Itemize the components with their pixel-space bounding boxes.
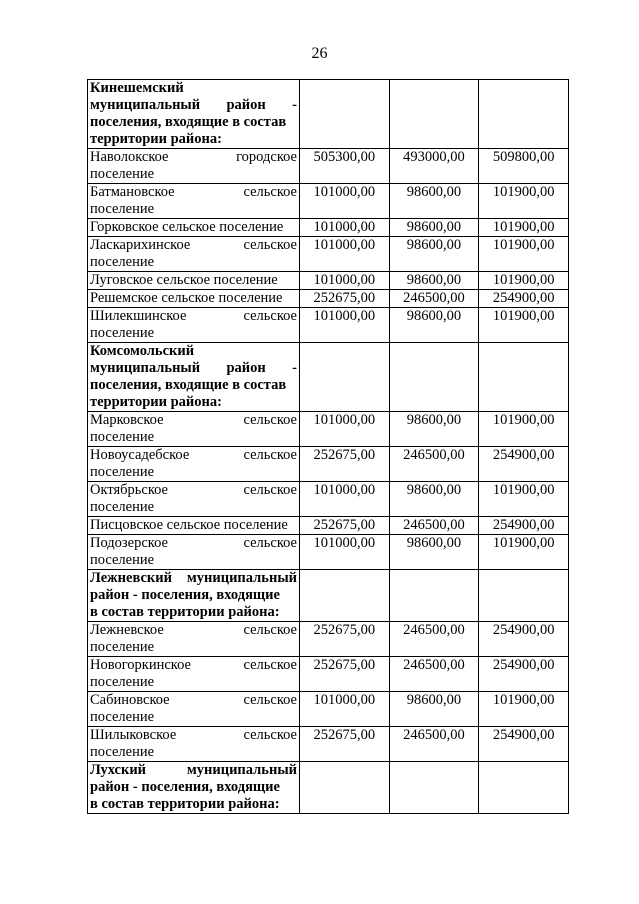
line — [90, 308, 297, 325]
line: поселение — [90, 254, 155, 270]
value-col-2 — [389, 80, 479, 149]
value-col-1 — [300, 570, 390, 622]
word: сельское — [243, 184, 297, 200]
page-number: 26 — [311, 45, 328, 62]
line: поселение — [90, 499, 155, 515]
settlement-row — [88, 482, 569, 517]
value-col-3 — [479, 80, 569, 149]
value-col-1 — [300, 762, 390, 814]
settlement-name: Писцовское сельское поселение — [88, 517, 300, 535]
value-col-3: 254900,00 — [479, 657, 569, 692]
value-col-2: 98600,00 — [389, 237, 479, 272]
value-col-3: 509800,00 — [479, 149, 569, 184]
value-col-3 — [479, 762, 569, 814]
value-col-2: 98600,00 — [389, 692, 479, 727]
line — [90, 535, 297, 552]
line: территории района: — [90, 131, 222, 147]
line: Кинешемский — [90, 80, 184, 96]
settlement-row — [88, 237, 569, 272]
value-col-3: 101900,00 — [479, 184, 569, 219]
word: муниципальный — [186, 762, 297, 778]
value-col-3: 254900,00 — [479, 447, 569, 482]
line — [90, 570, 297, 587]
value-col-1: 101000,00 — [300, 308, 390, 343]
value-col-1 — [300, 80, 390, 149]
settlement-row — [88, 412, 569, 447]
word: Октябрьское — [90, 482, 168, 498]
value-col-1: 252675,00 — [300, 517, 390, 535]
value-col-2: 246500,00 — [389, 727, 479, 762]
settlement-name — [88, 692, 300, 727]
line — [90, 149, 297, 166]
word: Новогоркинское — [90, 657, 191, 673]
line: поселение — [90, 674, 155, 690]
word: сельское — [243, 447, 297, 463]
line — [90, 482, 297, 499]
value-col-2: 246500,00 — [389, 447, 479, 482]
value-col-3: 254900,00 — [479, 727, 569, 762]
value-col-1: 101000,00 — [300, 535, 390, 570]
value-col-1: 252675,00 — [300, 622, 390, 657]
settlement-row — [88, 657, 569, 692]
value-col-1: 101000,00 — [300, 482, 390, 517]
value-col-1: 101000,00 — [300, 272, 390, 290]
settlement-name — [88, 412, 300, 447]
word: муниципальный — [90, 97, 201, 113]
settlement-name — [88, 237, 300, 272]
line: поселение — [90, 166, 155, 182]
word: Лежневский — [90, 570, 172, 586]
settlement-row — [88, 727, 569, 762]
line: поселение — [90, 552, 155, 568]
value-col-1: 101000,00 — [300, 184, 390, 219]
word: Наволокское — [90, 149, 169, 165]
settlement-row — [88, 535, 569, 570]
line — [90, 762, 297, 779]
value-col-1: 505300,00 — [300, 149, 390, 184]
word: сельское — [243, 727, 297, 743]
line: поселение — [90, 325, 155, 341]
value-col-2: 98600,00 — [389, 219, 479, 237]
word: сельское — [243, 692, 297, 708]
value-col-1: 101000,00 — [300, 219, 390, 237]
value-col-3: 101900,00 — [479, 412, 569, 447]
line: поселения, входящие в состав — [90, 377, 287, 393]
value-col-3: 101900,00 — [479, 237, 569, 272]
value-col-2: 98600,00 — [389, 184, 479, 219]
value-col-1: 252675,00 — [300, 447, 390, 482]
word: сельское — [243, 657, 297, 673]
settlement-name — [88, 622, 300, 657]
word: сельское — [243, 237, 297, 253]
value-col-3: 254900,00 — [479, 517, 569, 535]
district-row — [88, 570, 569, 622]
settlement-row — [88, 149, 569, 184]
line: территории района: — [90, 394, 222, 410]
word: Лежневское — [90, 622, 164, 638]
value-col-3: 101900,00 — [479, 692, 569, 727]
word: Новоусадебское — [90, 447, 190, 463]
word: сельское — [243, 482, 297, 498]
line — [90, 447, 297, 464]
line — [90, 657, 297, 674]
settlement-row — [88, 219, 569, 237]
line — [90, 97, 297, 114]
line: поселение — [90, 709, 155, 725]
value-col-1: 101000,00 — [300, 412, 390, 447]
settlement-name: Горковское сельское поселение — [88, 219, 300, 237]
value-col-3: 101900,00 — [479, 219, 569, 237]
word: район — [226, 360, 266, 376]
word: Сабиновское — [90, 692, 170, 708]
word: Батмановское — [90, 184, 175, 200]
line: район - поселения, входящие — [90, 779, 280, 795]
value-col-2: 246500,00 — [389, 517, 479, 535]
settlement-row — [88, 184, 569, 219]
line — [90, 727, 297, 744]
settlement-name: Луговское сельское поселение — [88, 272, 300, 290]
word: Марковское — [90, 412, 164, 428]
line — [90, 184, 297, 201]
word: муниципальный — [186, 570, 297, 586]
value-col-3 — [479, 343, 569, 412]
settlement-name — [88, 184, 300, 219]
value-col-2: 98600,00 — [389, 308, 479, 343]
value-col-3: 254900,00 — [479, 290, 569, 308]
value-col-1 — [300, 343, 390, 412]
line — [90, 622, 297, 639]
value-col-3 — [479, 570, 569, 622]
settlement-name: Решемское сельское поселение — [88, 290, 300, 308]
value-col-1: 101000,00 — [300, 692, 390, 727]
word: Подозерское — [90, 535, 168, 551]
value-col-3: 101900,00 — [479, 535, 569, 570]
settlement-name — [88, 447, 300, 482]
word: Лухский — [90, 762, 147, 778]
budget-table — [87, 79, 569, 814]
word: Ласкарихинское — [90, 237, 191, 253]
settlement-row — [88, 308, 569, 343]
value-col-3: 101900,00 — [479, 482, 569, 517]
word: - — [292, 97, 297, 113]
settlement-name — [88, 657, 300, 692]
value-col-3: 254900,00 — [479, 622, 569, 657]
settlement-row — [88, 447, 569, 482]
line — [90, 360, 297, 377]
settlement-name — [88, 727, 300, 762]
value-col-2: 98600,00 — [389, 482, 479, 517]
district-name — [88, 343, 300, 412]
value-col-2: 98600,00 — [389, 412, 479, 447]
line: поселения, входящие в состав — [90, 114, 287, 130]
line: в состав территории района: — [90, 604, 280, 620]
line: поселение — [90, 464, 155, 480]
district-row — [88, 80, 569, 149]
district-name — [88, 570, 300, 622]
word: сельское — [243, 308, 297, 324]
value-col-1: 252675,00 — [300, 727, 390, 762]
district-name — [88, 762, 300, 814]
value-col-2: 246500,00 — [389, 657, 479, 692]
table-body — [88, 80, 569, 814]
value-col-1: 101000,00 — [300, 237, 390, 272]
line — [90, 237, 297, 254]
word: муниципальный — [90, 360, 201, 376]
value-col-1: 252675,00 — [300, 657, 390, 692]
word: городское — [236, 149, 297, 165]
line: в состав территории района: — [90, 796, 280, 812]
settlement-row — [88, 622, 569, 657]
value-col-2 — [389, 570, 479, 622]
line: район - поселения, входящие — [90, 587, 280, 603]
settlement-row — [88, 692, 569, 727]
line — [90, 692, 297, 709]
value-col-3: 101900,00 — [479, 308, 569, 343]
settlement-name — [88, 482, 300, 517]
word: Шилыковское — [90, 727, 177, 743]
line: поселение — [90, 201, 155, 217]
settlement-name — [88, 535, 300, 570]
value-col-2: 246500,00 — [389, 290, 479, 308]
word: сельское — [243, 412, 297, 428]
word: сельское — [243, 622, 297, 638]
line: поселение — [90, 429, 155, 445]
line: Комсомольский — [90, 343, 195, 359]
value-col-2 — [389, 343, 479, 412]
settlement-name — [88, 149, 300, 184]
line — [90, 412, 297, 429]
value-col-3: 101900,00 — [479, 272, 569, 290]
district-row — [88, 762, 569, 814]
line: поселение — [90, 744, 155, 760]
settlement-name — [88, 308, 300, 343]
word: сельское — [243, 535, 297, 551]
value-col-2: 98600,00 — [389, 272, 479, 290]
settlement-row — [88, 290, 569, 308]
value-col-2: 98600,00 — [389, 535, 479, 570]
settlement-row — [88, 272, 569, 290]
district-name — [88, 80, 300, 149]
value-col-2: 493000,00 — [389, 149, 479, 184]
district-row — [88, 343, 569, 412]
word: - — [292, 360, 297, 376]
line: поселение — [90, 639, 155, 655]
word: Шилекшинское — [90, 308, 187, 324]
settlement-row — [88, 517, 569, 535]
value-col-2: 246500,00 — [389, 622, 479, 657]
value-col-2 — [389, 762, 479, 814]
value-col-1: 252675,00 — [300, 290, 390, 308]
word: район — [226, 97, 266, 113]
